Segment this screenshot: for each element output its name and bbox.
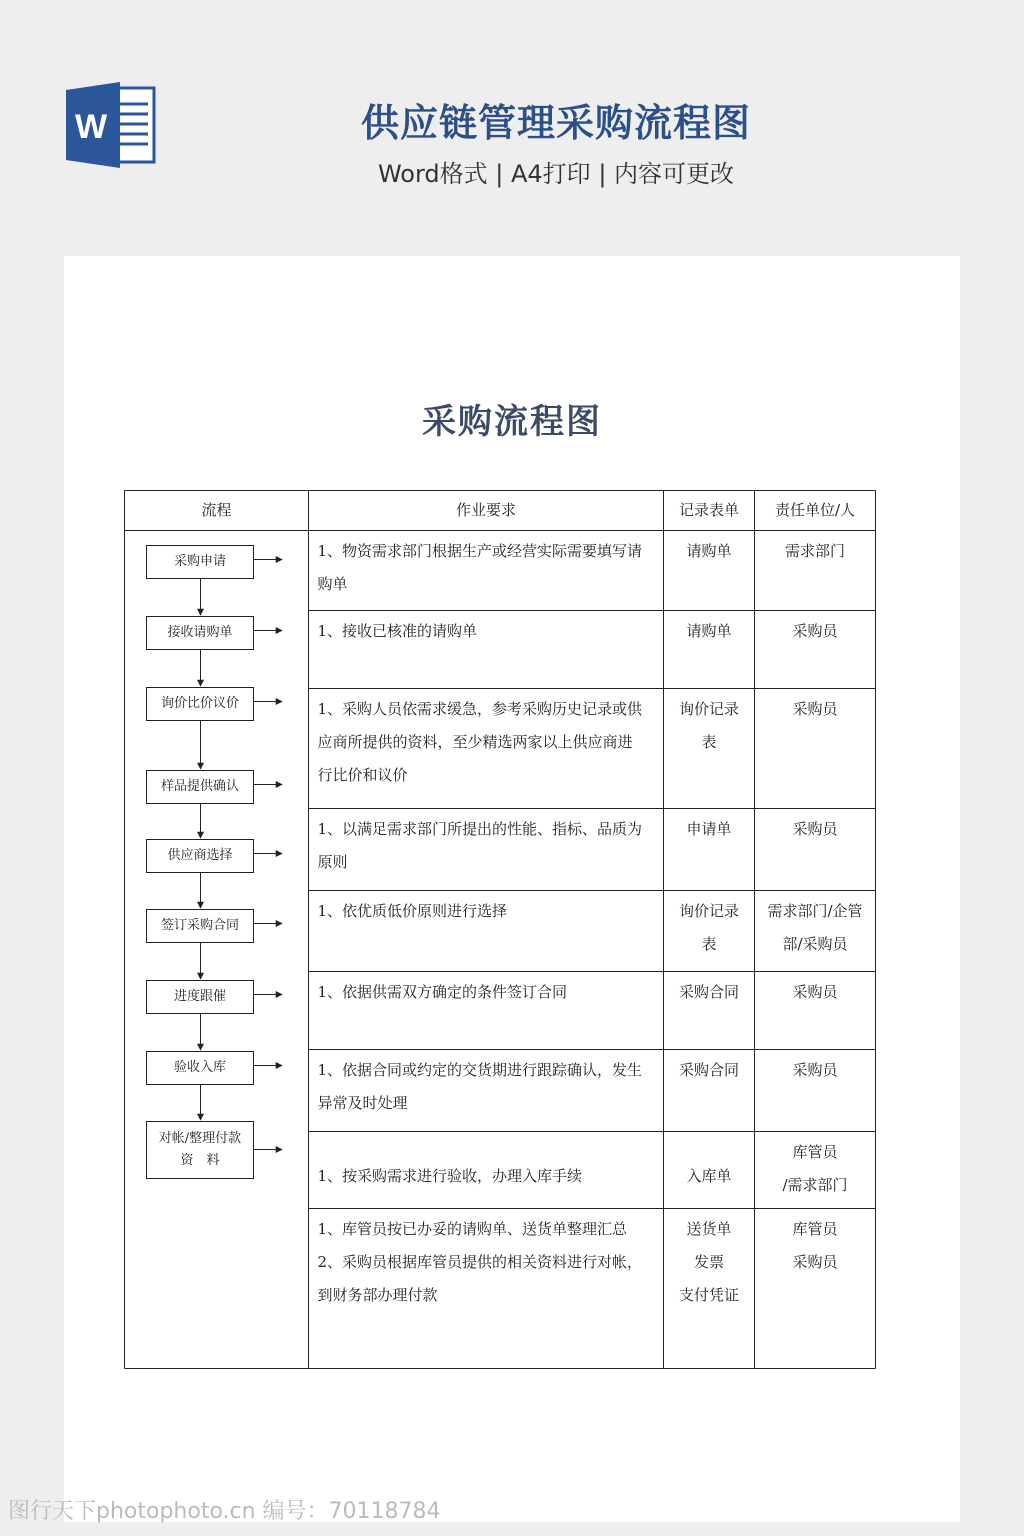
- record-form-cell-line: 入库单: [686, 1166, 732, 1185]
- requirement-cell-line: 异常及时处理: [317, 1093, 408, 1112]
- requirement-cell-line: 1、按采购需求进行验收，办理入库手续: [317, 1166, 583, 1185]
- owner-cell: [755, 693, 876, 726]
- flow-step-box: [146, 980, 254, 1014]
- requirement-cell: [318, 1054, 661, 1120]
- requirement-cell-line: 1、物资需求部门根据生产或经营实际需要填写请: [317, 541, 643, 560]
- watermark: 图行天下photophoto.cn 编号：70118784: [8, 1499, 441, 1524]
- flow-step-label: 样品提供确认: [160, 779, 239, 794]
- requirement-cell: [318, 895, 661, 928]
- requirement-cell-line: 行比价和议价: [317, 765, 408, 784]
- flow-step-label: 签订采购合同: [160, 918, 239, 933]
- requirement-cell: [318, 615, 661, 648]
- owner-cell-line: 采购员: [792, 982, 838, 1001]
- flow-step-label: 对帐/整理付款: [158, 1131, 242, 1146]
- flow-step-box: [146, 545, 254, 579]
- owner-cell-line: 部/采购员: [782, 934, 848, 953]
- flow-step-label: 供应商选择: [167, 848, 233, 863]
- flow-step-box: [146, 1051, 254, 1085]
- owner-cell: [755, 1054, 876, 1087]
- requirement-cell-line: 购单: [317, 574, 348, 593]
- owner-cell-line: 采购员: [792, 1060, 838, 1079]
- owner-cell: [755, 1213, 876, 1279]
- flow-step-box: [146, 909, 254, 943]
- flow-step-label: 接收请购单: [167, 625, 233, 640]
- record-form-cell: [664, 535, 755, 568]
- owner-cell: [755, 535, 876, 568]
- record-form-cell-line: 表: [701, 934, 717, 953]
- owner-cell-line: 需求部门/企管: [767, 901, 863, 920]
- requirement-cell: [318, 813, 661, 879]
- flow-step-box: [146, 616, 254, 650]
- requirement-cell: [318, 535, 661, 601]
- requirement-cell-line: 1、依据供需双方确定的条件签订合同: [317, 982, 568, 1001]
- record-form-cell: [664, 1054, 755, 1087]
- table-header-cell: 记录表单: [678, 501, 739, 519]
- requirement-cell-line: 应商所提供的资料，至少精选两家以上供应商进: [317, 732, 633, 751]
- owner-cell: [755, 895, 876, 961]
- word-logo-icon: [66, 82, 156, 168]
- owner-cell-line: 库管员: [792, 1142, 838, 1161]
- record-form-cell-line: 询价记录: [678, 901, 739, 920]
- requirement-cell: [318, 693, 661, 792]
- flow-step-box: [146, 839, 254, 873]
- page-header-title: 供应链管理采购流程图: [360, 101, 751, 145]
- requirement-cell: [318, 1160, 661, 1193]
- owner-cell-line: 需求部门: [784, 541, 845, 560]
- requirement-cell-line: 2、采购员根据库管员提供的相关资料进行对帐，: [317, 1252, 643, 1271]
- owner-cell: [755, 813, 876, 846]
- record-form-cell: [664, 1160, 755, 1193]
- requirement-cell: [318, 1213, 661, 1312]
- record-form-cell: [664, 615, 755, 648]
- page-header-subtitle: Word格式 | A4打印 | 内容可更改: [377, 160, 735, 188]
- requirement-cell-line: 1、依据合同或约定的交货期进行跟踪确认，发生: [317, 1060, 643, 1079]
- record-form-cell-line: 表: [701, 732, 717, 751]
- flow-step-label: 验收入库: [173, 1060, 226, 1075]
- flow-step-label: 询价比价议价: [160, 696, 239, 711]
- record-form-cell: [664, 693, 755, 759]
- flow-step-box: [146, 770, 254, 804]
- record-form-cell-line: 询价记录: [678, 699, 739, 718]
- record-form-cell: [664, 1213, 755, 1312]
- record-form-cell-line: 申请单: [686, 819, 732, 838]
- owner-cell: [755, 1136, 876, 1202]
- requirement-cell-line: 1、以满足需求部门所提出的性能、指标、品质为: [317, 819, 643, 838]
- requirement-cell-line: 1、依优质低价原则进行选择: [317, 901, 508, 920]
- owner-cell: [755, 976, 876, 1009]
- process-table: [124, 490, 876, 1369]
- record-form-cell-line: 发票: [693, 1252, 724, 1271]
- requirement-cell-line: 1、接收已核准的请购单: [317, 621, 478, 640]
- flow-step-label: 进度跟催: [173, 989, 226, 1004]
- owner-cell-line: 采购员: [792, 819, 838, 838]
- flow-step-box: [146, 1121, 254, 1179]
- table-header-cell: 流程: [201, 501, 232, 519]
- owner-cell-line: 采购员: [792, 1252, 838, 1271]
- record-form-cell: [664, 895, 755, 961]
- owner-cell-line: 库管员: [792, 1219, 838, 1238]
- requirement-cell-line: 到财务部办理付款: [317, 1285, 438, 1304]
- owner-cell: [755, 615, 876, 648]
- owner-cell-line: /需求部门: [782, 1175, 848, 1194]
- requirement-cell-line: 1、采购人员依需求缓急，参考采购历史记录或供: [317, 699, 643, 718]
- flow-step-label: 资 料: [180, 1153, 220, 1168]
- record-form-cell-line: 送货单: [686, 1219, 732, 1238]
- record-form-cell-line: 请购单: [686, 621, 732, 640]
- table-header-cell: 作业要求: [455, 501, 516, 519]
- requirement-cell-line: 1、库管员按已办妥的请购单、送货单整理汇总: [317, 1219, 628, 1238]
- flow-step-label: 采购申请: [173, 554, 226, 569]
- owner-cell-line: 采购员: [792, 699, 838, 718]
- document-title: 采购流程图: [422, 402, 602, 442]
- record-form-cell-line: 采购合同: [678, 982, 739, 1001]
- flow-step-box: [146, 687, 254, 721]
- record-form-cell-line: 采购合同: [678, 1060, 739, 1079]
- record-form-cell: [664, 976, 755, 1009]
- record-form-cell: [664, 813, 755, 846]
- requirement-cell-line: 原则: [317, 852, 348, 871]
- table-header-cell: 责任单位/人: [774, 501, 856, 519]
- record-form-cell-line: 支付凭证: [678, 1285, 739, 1304]
- requirement-cell: [318, 976, 661, 1009]
- logo-letter: W: [74, 108, 108, 146]
- owner-cell-line: 采购员: [792, 621, 838, 640]
- record-form-cell-line: 请购单: [686, 541, 732, 560]
